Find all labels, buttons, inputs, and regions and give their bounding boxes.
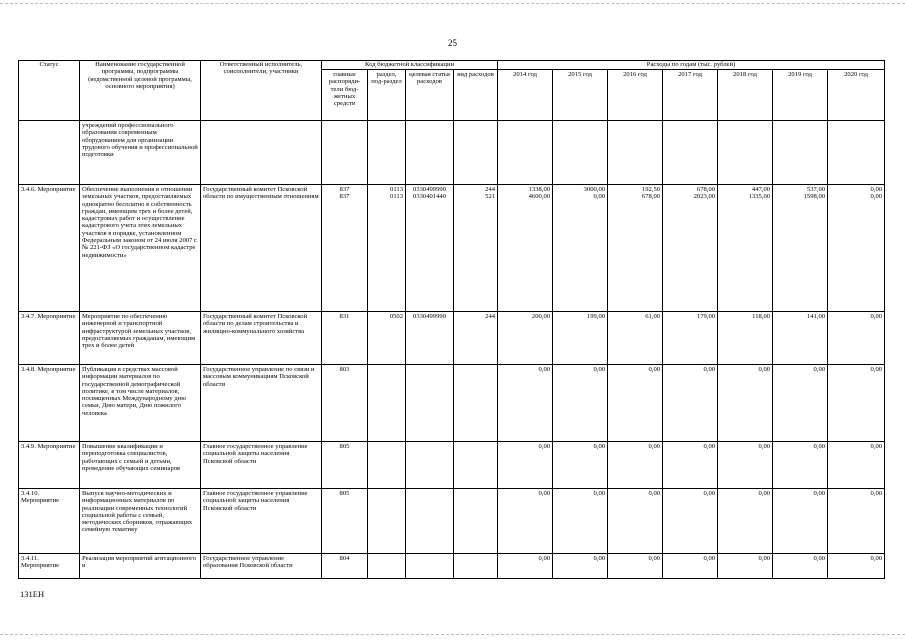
- row-target: [406, 442, 454, 489]
- row-status: 3.4.6. Мероприятие: [19, 185, 80, 312]
- row-status: 3.4.11. Мероприятие: [19, 554, 80, 579]
- row-type: [454, 442, 498, 489]
- row-value: [608, 121, 663, 185]
- row-value: [553, 121, 608, 185]
- row-value: 0,00: [553, 554, 608, 579]
- row-type: 244: [454, 312, 498, 365]
- row-value: 0,00: [828, 442, 885, 489]
- row-value: 179,00: [663, 312, 718, 365]
- row-value: 0,00: [718, 442, 773, 489]
- row-value: [718, 121, 773, 185]
- row-grbs: [322, 121, 368, 185]
- row-executor: Главное государственное управление социальной защиты населения Псковской области: [201, 442, 322, 489]
- row-executor: Государственное управление по связи и массовым коммуникациям Псковской области: [201, 365, 322, 442]
- row-section: [368, 554, 406, 579]
- row-value: 0,00: [773, 554, 828, 579]
- row-value: 200,00: [498, 312, 553, 365]
- row-name: Обеспечение выполнения в отношении земельных участков, предоставляемых однократно бесплатно в собственность граждан, имеющим трех и более детей, кадастровых работ и осуществление кадастрового учета этих земельных участков в порядке, установленном Федеральным законом от 24 июля 2007 г. № 221-ФЗ «О государственном кадастре недвижимости»: [80, 185, 201, 312]
- row-value: 141,00: [773, 312, 828, 365]
- row-value: 3000,00 0,00: [553, 185, 608, 312]
- row-name: Повышение квалификации и переподготовка специалистов, работающих с семьей и детьми, проведение обучающих семинаров: [80, 442, 201, 489]
- row-value: 537,00 1598,00: [773, 185, 828, 312]
- row-value: 0,00: [498, 442, 553, 489]
- table-row: [19, 365, 885, 442]
- row-name: Мероприятие по обеспечению инженерной и транспортной инфраструктурой земельных участков, предоставляемых гражданам, имеющим трех и более детей: [80, 312, 201, 365]
- header-year: 2018 год: [718, 70, 773, 121]
- row-value: 0,00: [773, 442, 828, 489]
- row-section: [368, 442, 406, 489]
- row-executor: Государственное управление образования Псковской области: [201, 554, 322, 579]
- row-status: 3.4.10. Мероприятие: [19, 489, 80, 554]
- row-value: 447,00 1335,00: [718, 185, 773, 312]
- header-grbs: главные распоряди-тели бюд-жетных средств: [322, 70, 368, 121]
- row-value: 0,00: [828, 554, 885, 579]
- row-value: 0,00: [498, 365, 553, 442]
- row-grbs: 803: [322, 365, 368, 442]
- row-value: [828, 121, 885, 185]
- row-value: 0,00: [608, 489, 663, 554]
- header-budget-code: Код бюджетной классификации: [322, 61, 498, 70]
- row-value: 61,00: [608, 312, 663, 365]
- row-target: [406, 121, 454, 185]
- row-executor: Государственный комитет Псковской области по делам строительства и жилищно-коммунального хозяйства: [201, 312, 322, 365]
- table-row: [19, 489, 885, 554]
- row-name: Выпуск научно-методических и информационных материалов по реализации современных технологий социальной работы с семьей, методических сборников, отражающих семейную тематику: [80, 489, 201, 554]
- row-name: учреждений профессионального образования современным оборудованием для организации трудового обучения и профессиональной подготовки: [80, 121, 201, 185]
- row-section: [368, 489, 406, 554]
- row-value: 0,00: [718, 365, 773, 442]
- row-executor: [201, 121, 322, 185]
- table-row: [19, 312, 885, 365]
- row-status: [19, 121, 80, 185]
- row-value: 0,00: [828, 489, 885, 554]
- row-grbs: 805: [322, 442, 368, 489]
- row-value: 0,00: [553, 489, 608, 554]
- row-target: 0330499990: [406, 312, 454, 365]
- row-executor: Главное государственное управление социальной защиты населения Псковской области: [201, 489, 322, 554]
- row-grbs: 805: [322, 489, 368, 554]
- row-value: 0,00: [663, 365, 718, 442]
- row-section: 0502: [368, 312, 406, 365]
- scan-edge-top: [0, 3, 905, 4]
- row-executor: Государственный комитет Псковской области по имущественным отношениям: [201, 185, 322, 312]
- row-value: 0,00: [553, 442, 608, 489]
- row-grbs: 831: [322, 312, 368, 365]
- scan-edge-bottom: [0, 634, 905, 635]
- row-type: [454, 554, 498, 579]
- row-value: 0,00: [663, 489, 718, 554]
- row-value: 0,00: [718, 554, 773, 579]
- row-value: 0,00: [498, 554, 553, 579]
- row-value: 0,00: [773, 489, 828, 554]
- row-value: 0,00: [608, 554, 663, 579]
- row-value: 678,00 2023,00: [663, 185, 718, 312]
- row-value: [663, 121, 718, 185]
- row-value: 0,00: [718, 489, 773, 554]
- header-executor: Ответственный исполнитель, соисполнители, участники: [201, 61, 322, 121]
- row-target: [406, 554, 454, 579]
- header-year: 2017 год: [663, 70, 718, 121]
- header-status: Статус: [19, 61, 80, 121]
- row-value: 0,00 0,00: [828, 185, 885, 312]
- row-type: [454, 489, 498, 554]
- header-year: 2020 год: [828, 70, 885, 121]
- page-number: 25: [448, 38, 457, 48]
- row-name: Публикация в средствах массовой информации материалов по государственной демографической политике, в том числе материалов, посвященных Международному дню семьи, Дню матери, Дню пожилого человека: [80, 365, 201, 442]
- header-year: 2015 год: [553, 70, 608, 121]
- header-type: вид расходов: [454, 70, 498, 121]
- row-value: [773, 121, 828, 185]
- header-year: 2019 год: [773, 70, 828, 121]
- header-target: целевая статья расходов: [406, 70, 454, 121]
- row-grbs: 837 837: [322, 185, 368, 312]
- row-value: 0,00: [773, 365, 828, 442]
- header-year: 2016 год: [608, 70, 663, 121]
- table-row: [19, 442, 885, 489]
- row-value: 0,00: [498, 489, 553, 554]
- header-name: Наименование государственной программы, подпрограммы (ведомственной целевой программы, основного мероприятия): [80, 61, 201, 121]
- row-name: Реализация мероприятий агитационного и: [80, 554, 201, 579]
- row-value: 1338,00 4600,00: [498, 185, 553, 312]
- table-row: [19, 121, 885, 185]
- row-target: [406, 365, 454, 442]
- table-body: [19, 121, 885, 579]
- row-value: 0,00: [663, 442, 718, 489]
- budget-table: [18, 60, 885, 579]
- header-expenses: Расходы по годам (тыс. рублей): [498, 61, 885, 70]
- row-value: 0,00: [553, 365, 608, 442]
- row-value: 199,00: [553, 312, 608, 365]
- row-section: [368, 365, 406, 442]
- row-type: [454, 365, 498, 442]
- row-type: [454, 121, 498, 185]
- row-value: 192,50 678,00: [608, 185, 663, 312]
- header-row-1: [19, 61, 885, 70]
- row-status: 3.4.9. Мероприятие: [19, 442, 80, 489]
- row-status: 3.4.7. Мероприятие: [19, 312, 80, 365]
- header-year: 2014 год: [498, 70, 553, 121]
- table-row: [19, 185, 885, 312]
- row-value: 118,00: [718, 312, 773, 365]
- table-row: [19, 554, 885, 579]
- row-section: [368, 121, 406, 185]
- row-value: 0,00: [828, 365, 885, 442]
- row-target: 0330499990 0330401440: [406, 185, 454, 312]
- row-grbs: 804: [322, 554, 368, 579]
- row-status: 3.4.8. Мероприятие: [19, 365, 80, 442]
- row-section: 0113 0113: [368, 185, 406, 312]
- header-section: раздел, под-раздел: [368, 70, 406, 121]
- row-value: 0,00: [828, 312, 885, 365]
- row-value: 0,00: [608, 442, 663, 489]
- row-value: 0,00: [608, 365, 663, 442]
- row-value: 0,00: [663, 554, 718, 579]
- footer-code: 131EH: [20, 589, 45, 599]
- row-type: 244 521: [454, 185, 498, 312]
- row-target: [406, 489, 454, 554]
- row-value: [498, 121, 553, 185]
